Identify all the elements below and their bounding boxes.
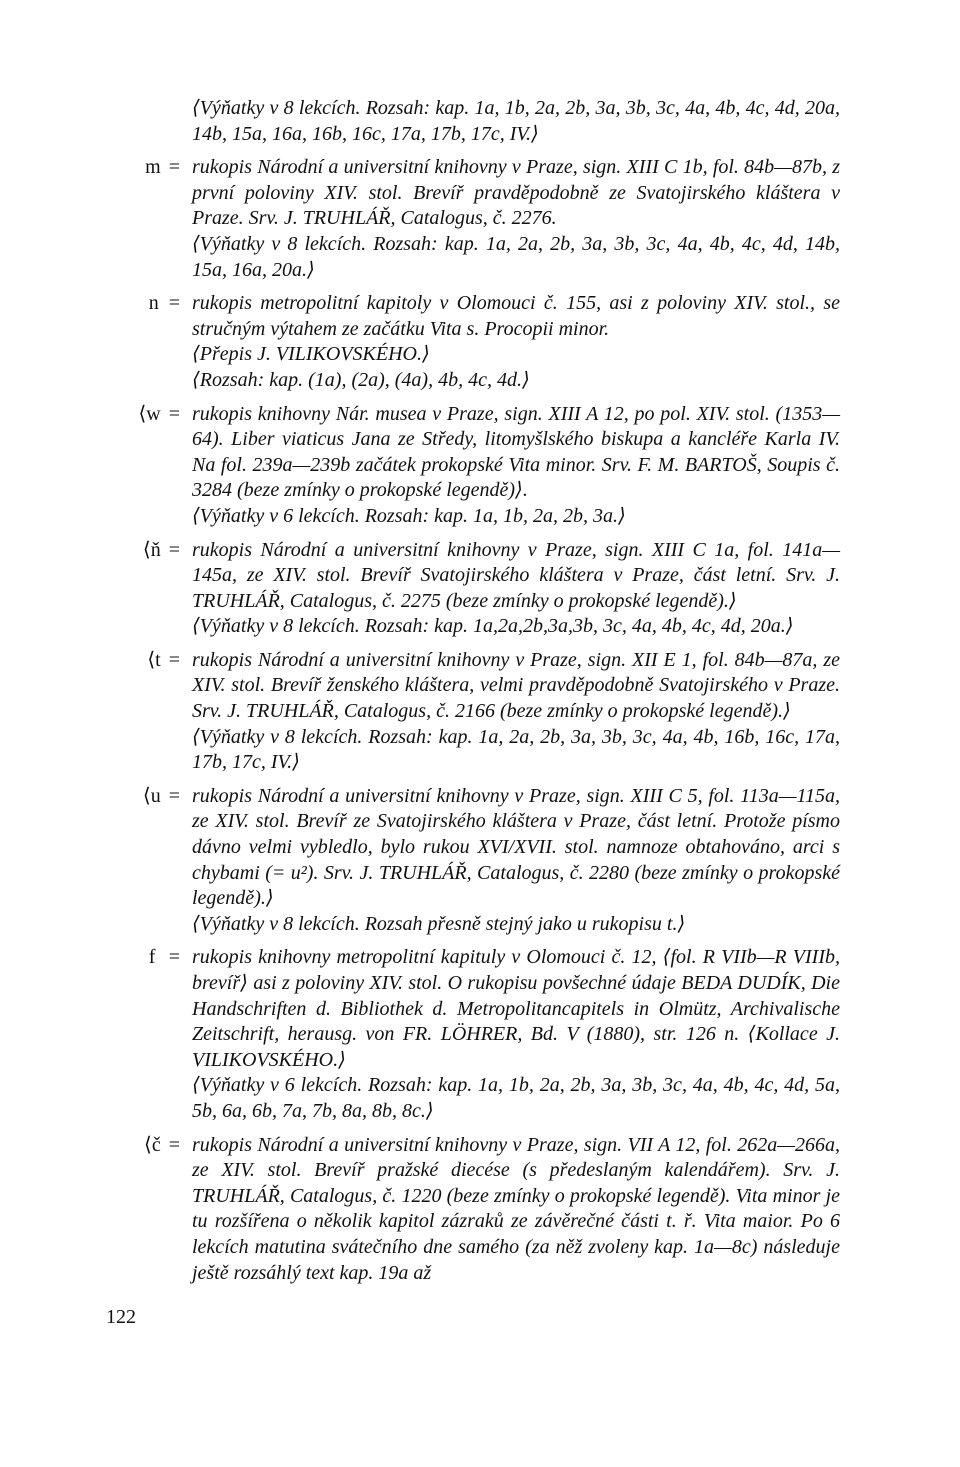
manuscript-entry-c-caron [120,1133,840,1287]
siglum-letter: ⟨ň [142,538,161,561]
entry-siglum: ⟨ň = [120,538,180,564]
entry-paragraph: ⟨Výňatky v 8 lekcích. Rozsah: kap. 1a, 2a, 2b, 3a, 3b, 3c, 4a, 4b, 16b, 16c, 17a, 17b, 17c, IV.⟩ [192,725,840,774]
entry-siglum: ⟨w = [120,402,180,428]
entry-paragraph: ⟨Výňatky v 6 lekcích. Rozsah: kap. 1a, 1b, 2a, 2b, 3a, 3b, 3c, 4a, 4b, 4c, 4d, 5a, 5b, 6a, 6b, 7a, 7b, 8a, 8b, 8c.⟩ [192,1074,840,1122]
siglum-letter: n [148,292,159,315]
manuscript-entry-t [120,648,840,776]
entry-paragraph: rukopis metropolitní kapitoly v Olomouci č. 155, asi z poloviny XIV. stol., se stručným výtahem ze začátku Vita s. Procopii minor. [192,292,840,340]
siglum-letter: ⟨č [144,1133,161,1156]
siglum-letter: m [145,156,161,179]
manuscript-entry [120,96,840,147]
siglum-letter: f [148,946,156,969]
entry-paragraph: ⟨Výňatky v 8 lekcích. Rozsah přesně stejný jako u rukopisu t.⟩ [192,912,686,935]
entry-paragraph: rukopis Národní a universitní knihovny v Praze, sign. XIII C 5, fol. 113a—115a, ze XIV. stol. Brevíř ze Svatojirského kláštera v Praze, část letní. Protože písmo dávno velmi vybledlo, bylo rukou XVI/XVII. stol. namnoze obtahováno, arci s chybami (= u²). Srv. J. TRUHLÁŘ, Catalogus, č. 2280 (beze zmínky o prokopské legendě).⟩ [192,784,840,910]
document-page [120,96,840,1286]
entry-paragraph: rukopis Národní a universitní knihovny v Praze, sign. VII A 12, fol. 262a—266a, ze XIV. stol. Brevíř pražské diecése (s předeslaným kalendářem). Srv. J. TRUHLÁŘ, Catalogus, č. 1220 (beze zmínky o prokopské legendě). Vita minor je tu rozšířena o několik kapitol zázraků ze závěrečné části t. ř. Vita maior. Po 6 lekcích matutina svátečního dne samého (za něž zvoleny kap. 1a—8c) následuje ještě rozsáhlý text kap. 19a až [192,1133,840,1284]
manuscript-entry-u [120,784,840,938]
entry-body [192,945,840,1124]
entry-body [192,784,840,938]
page-number: 122 [106,1306,136,1328]
entry-paragraph: ⟨Přepis J. VILIKOVSKÉHO.⟩ [192,343,430,366]
entry-siglum: ⟨u = [120,784,180,810]
manuscript-entry-n-caron [120,538,840,640]
siglum-letter: ⟨t [147,648,161,671]
entry-siglum: f = [120,945,180,971]
entry-siglum: m = [120,155,180,181]
entry-body [192,538,840,640]
manuscript-entry-f [120,945,840,1124]
entry-paragraph: ⟨Výňatky v 8 lekcích. Rozsah: kap. 1a, 2a, 2b, 3a, 3b, 3c, 4a, 4b, 4c, 4d, 14b, 15a, 16a, 20a.⟩ [192,232,840,281]
entry-paragraph: ⟨Výňatky v 8 lekcích. Rozsah: kap. 1a, 1b, 2a, 2b, 3a, 3b, 3c, 4a, 4b, 4c, 4d, 20a, 14b, 15a, 16a, 16b, 16c, 17a, 17b, 17c, IV.⟩ [192,97,840,145]
entry-paragraph: rukopis knihovny metropolitní kapituly v Olomouci č. 12, ⟨fol. R VIIb—R VIIIb, brevíř⟩ asi z poloviny XIV. stol. O rukopisu povšechné údaje BEDA DUDÍK, Die Handschriften d. Bibliothek d. Metropolitancapitels in Olmütz, Archivalische Zeitschrift, herausg. von FR. LÖHRER, Bd. V (1880), str. 126 n. ⟨Kollace J. VILIKOVSKÉHO.⟩ [192,946,840,1071]
entry-paragraph: ⟨Výňatky v 8 lekcích. Rozsah: kap. 1a,2a,2b,3a,3b, 3c, 4a, 4b, 4c, 4d, 20a.⟩ [192,615,794,638]
entry-body [192,96,840,147]
manuscript-entry-n [120,291,840,393]
entry-paragraph: rukopis Národní a universitní knihovny v Praze, sign. XII E 1, fol. 84b—87a, ze XIV. stol. Brevíř ženského kláštera, velmi pravděpodobně Svatojirského v Praze. Srv. J. TRUHLÁŘ, Catalogus, č. 2166 (beze zmínky o prokopské legendě).⟩ [192,648,840,723]
entry-siglum: ⟨č = [120,1133,180,1159]
entry-paragraph: rukopis Národní a universitní knihovny v Praze, sign. XIII C 1b, fol. 84b—87b, z první poloviny XIV. stol. Brevíř pravděpodobně ze Svatojirského kláštera v Praze. Srv. J. TRUHLÁŘ, Catalogus, č. 2276. [192,156,840,230]
entry-paragraph: ⟨Rozsah: kap. (1a), (2a), (4a), 4b, 4c, 4d.⟩ [192,368,530,391]
entry-body [192,1133,840,1287]
entry-paragraph: rukopis knihovny Nár. musea v Praze, sign. XIII A 12, po pol. XIV. stol. (1353—64). Liber viaticus Jana ze Středy, litomyšlského biskupa a kancléře Karla IV. Na fol. 239a—239b začátek prokopské Vita minor. Srv. F. M. BARTOŠ, Soupis č. 3284 (beze zmínky o prokopské legendě)⟩. [192,402,840,502]
entry-siglum: n = [120,291,180,317]
entry-body [192,155,840,283]
entry-paragraph: rukopis Národní a universitní knihovny v Praze, sign. XIII C 1a, fol. 141a—145a, ze XIV. stol. Brevíř Svatojirského kláštera v Praze, část letní. Srv. J. TRUHLÁŘ, Catalogus, č. 2275 (beze zmínky o prokopské legendě).⟩ [192,538,840,612]
siglum-letter: ⟨u [142,784,161,807]
entry-siglum: ⟨t = [120,648,180,674]
entry-body [192,291,840,393]
manuscript-entry-m [120,155,840,283]
siglum-letter: ⟨w [138,402,161,425]
entry-body [192,648,840,776]
manuscript-entry-w [120,402,840,530]
entry-body [192,402,840,530]
entry-paragraph: ⟨Výňatky v 6 lekcích. Rozsah: kap. 1a, 1b, 2a, 2b, 3a.⟩ [192,504,626,527]
